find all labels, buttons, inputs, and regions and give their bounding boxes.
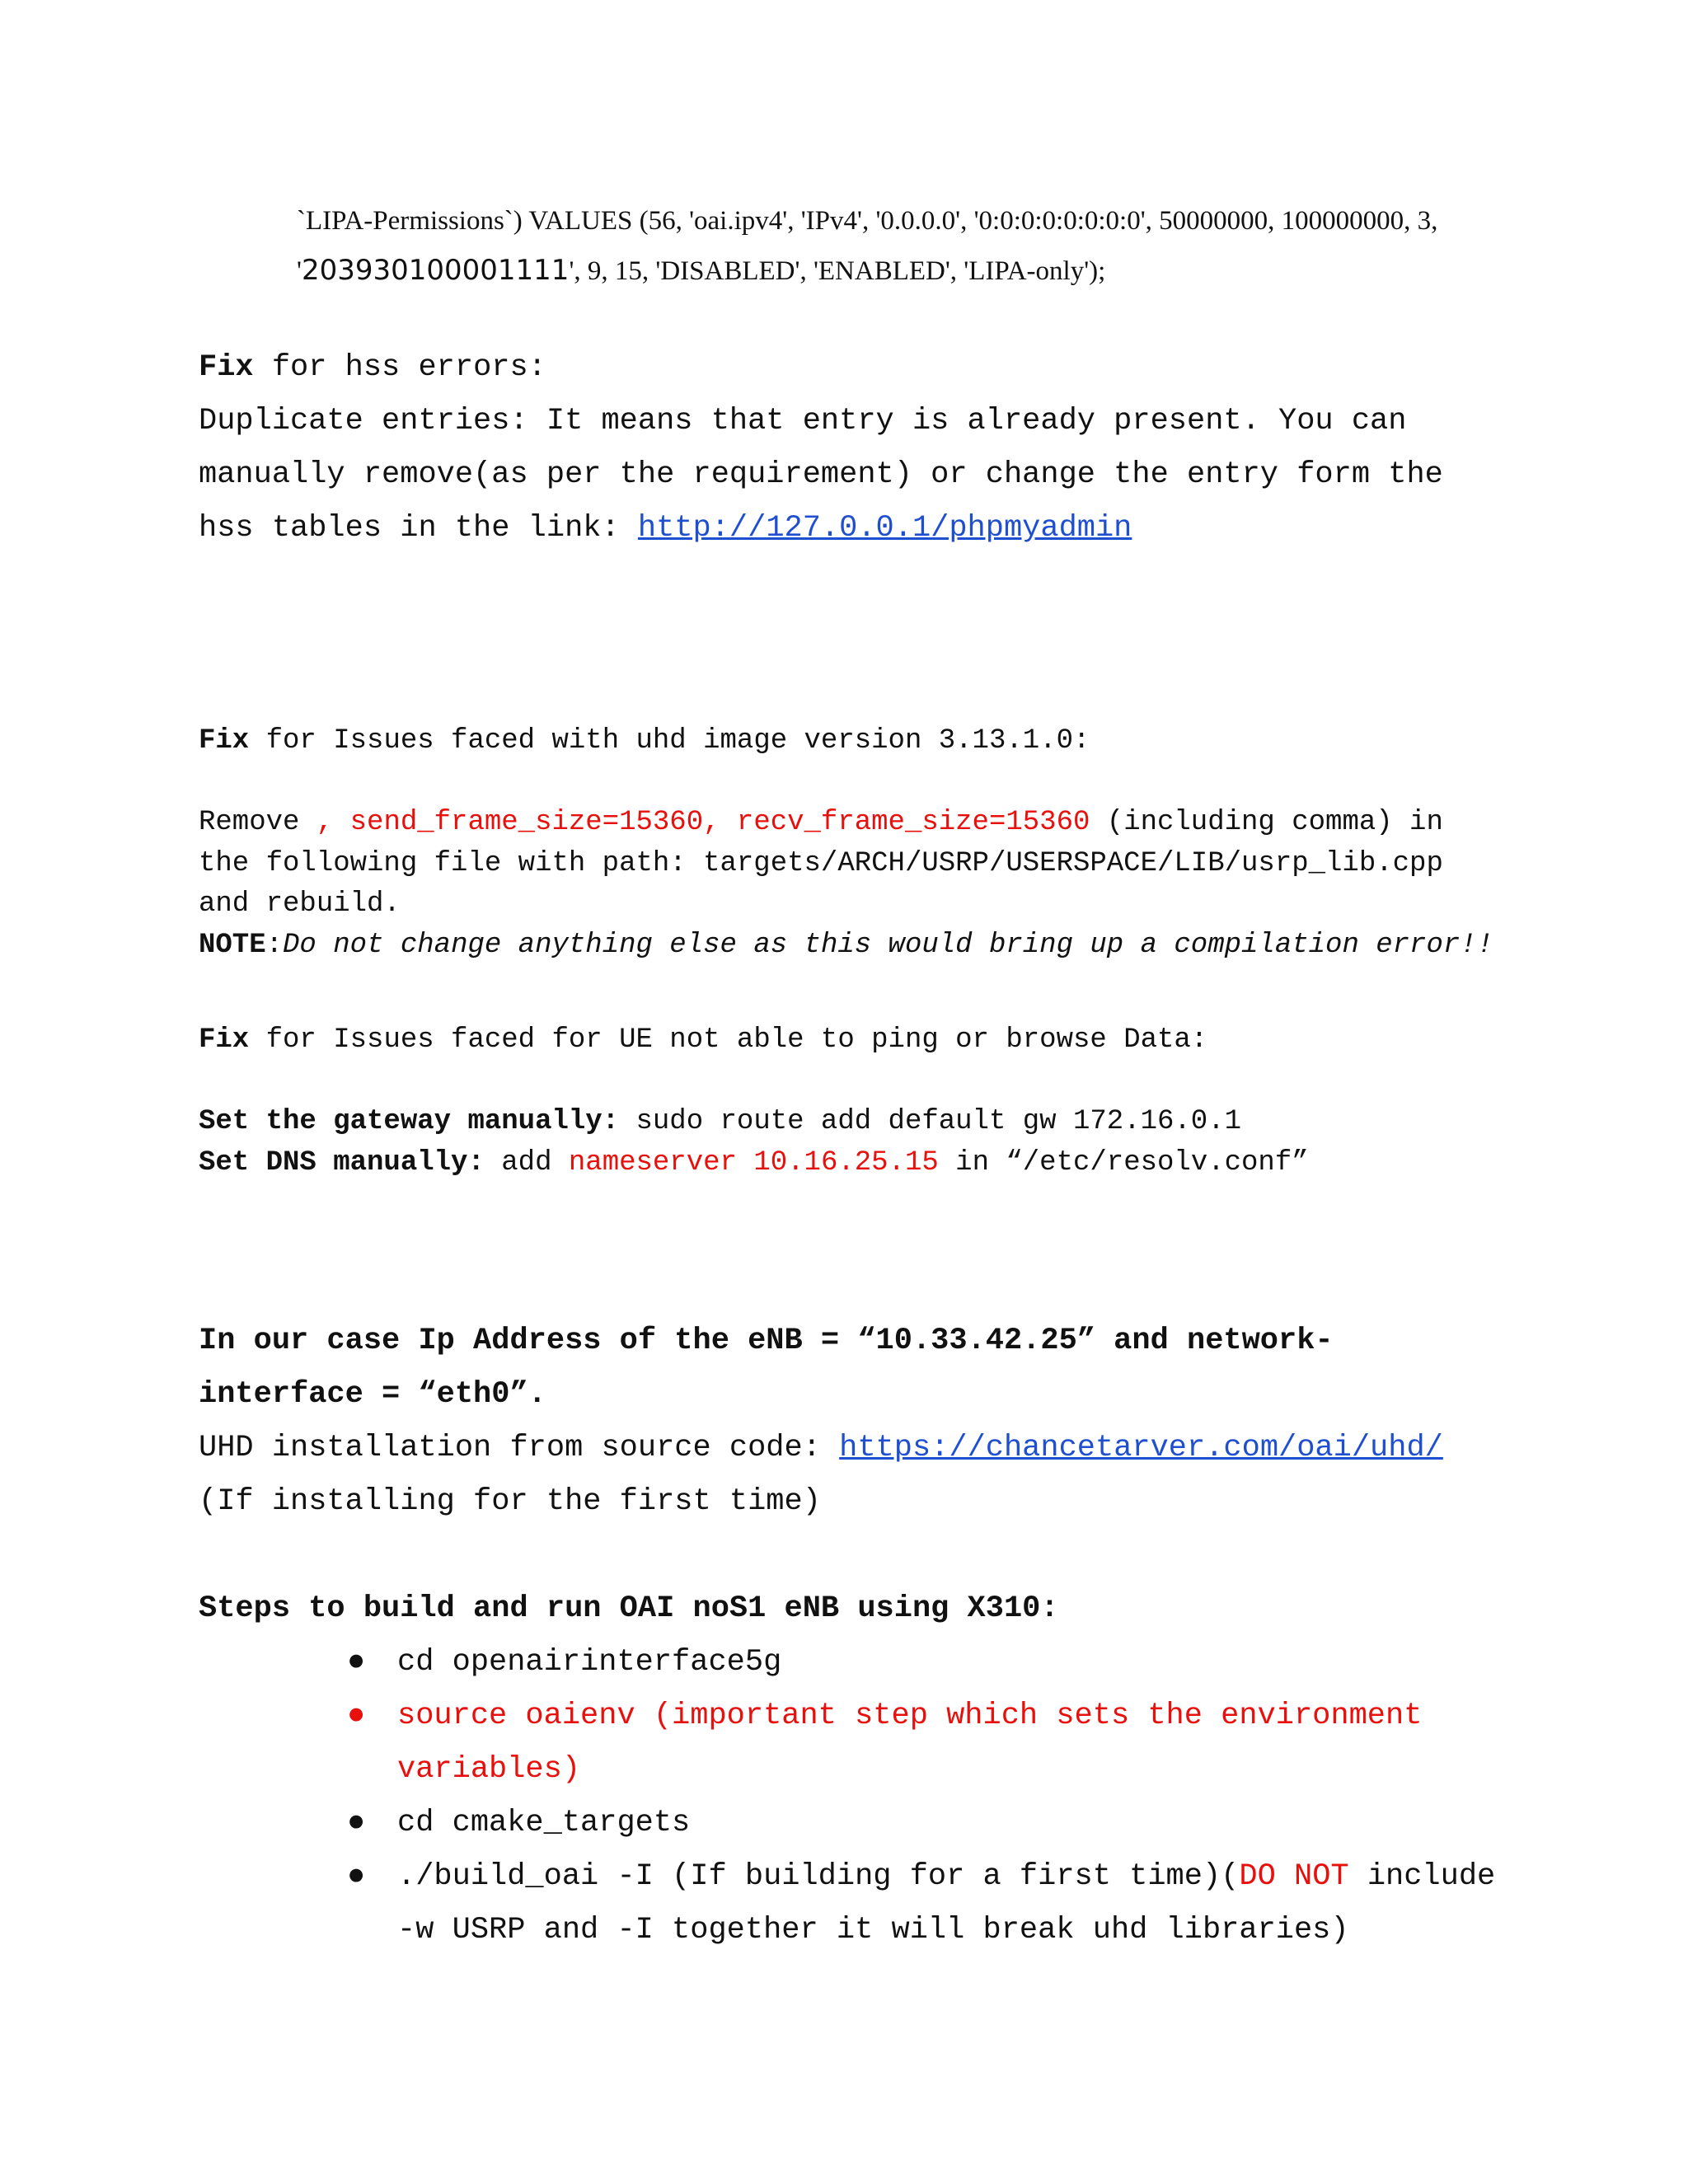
uhd-fix-rebuild-line: and rebuild. (199, 888, 401, 921)
bullet-icon: ● (347, 1699, 366, 1733)
uhd-fix-heading: Fix for Issues faced with uhd image version 3.13.1.0: (199, 725, 1090, 757)
bullet-icon: ● (347, 1806, 366, 1840)
ue-fix-dns: Set DNS manually: add nameserver 10.16.25.15 in “/etc/resolv.conf” (199, 1146, 1309, 1179)
uhd-install-link[interactable]: https://chancetarver.com/oai/uhd/ (839, 1431, 1443, 1465)
hss-fix-line-3: hss tables in the link: http://127.0.0.1/phpmyadmin (199, 511, 1132, 546)
enb-info-section (199, 1315, 1443, 1529)
step-item: ● ./build_oai -I (If building for a first time)(DO NOT include -w USRP and -I together it will break uhd libraries) (199, 1850, 1495, 1957)
ue-fix-gateway: Set the gateway manually: sudo route add default gw 172.16.0.1 (199, 1106, 1242, 1138)
phpmyadmin-link[interactable]: http://127.0.0.1/phpmyadmin (637, 511, 1132, 546)
step-item: ● cd cmake_targets (199, 1797, 1495, 1850)
nameserver-value: nameserver 10.16.25.15 (568, 1146, 939, 1179)
uhd-fix-path-line: the following file with path: targets/ARCH/USRP/USERSPACE/LIB/usrp_lib.cpp (199, 847, 1443, 879)
spacer (199, 1062, 1309, 1103)
hss-fix-heading: Fix for hss errors: (199, 350, 546, 385)
sql-statement (297, 196, 1648, 296)
steps-list (199, 1636, 1495, 1957)
sql-imsi: 203930100001111 (301, 254, 570, 287)
bullet-icon: ● (347, 1645, 366, 1680)
ue-fix-heading: Fix for Issues faced for UE not able to ping or browse Data: (199, 1024, 1208, 1056)
enb-ip-line-1: In our case Ip Address of the eNB = “10.33.42.25” and network- (199, 1324, 1334, 1358)
uhd-fix-remove-line: Remove , send_frame_size=15360, recv_frame_size=15360 (including comma) in (199, 807, 1443, 839)
bullet-icon: ● (347, 1859, 366, 1894)
remove-params: , send_frame_size=15360, recv_frame_size=15360 (316, 807, 1090, 839)
step-item: ● source oaienv (important step which sets the environment variables) (199, 1690, 1495, 1797)
uhd-fix-note: NOTE:Do not change anything else as this would bring up a compilation error!! (199, 929, 1494, 961)
uhd-fix-section (199, 721, 1493, 967)
build-steps-section (199, 1582, 1495, 1957)
steps-heading: Steps to build and run OAI noS1 eNB using X310: (199, 1591, 1059, 1626)
step-item: ● cd openairinterface5g (199, 1636, 1495, 1690)
sql-line-1: `LIPA-Permissions`) VALUES (56, 'oai.ipv4', 'IPv4', '0.0.0.0', '0:0:0:0:0:0:0:0', 50000000, 100000000, 3, (297, 206, 1438, 236)
hss-fix-line-1: Duplicate entries: It means that entry is already present. You can (199, 404, 1407, 438)
enb-ip-line-2: interface = “eth0”. (199, 1377, 546, 1412)
first-time-note: (If installing for the first time) (199, 1484, 821, 1519)
do-not-warning: DO NOT (1239, 1859, 1349, 1894)
sql-line-2: '203930100001111', 9, 15, 'DISABLED', 'ENABLED', 'LIPA-only'); (297, 254, 1106, 287)
hss-fix-section (199, 341, 1443, 555)
spacer (199, 762, 1493, 804)
uhd-install-line: UHD installation from source code: https://chancetarver.com/oai/uhd/ (199, 1431, 1443, 1465)
ue-fix-section (199, 1020, 1309, 1183)
hss-fix-line-2: manually remove(as per the requirement) or change the entry form the (199, 457, 1443, 492)
